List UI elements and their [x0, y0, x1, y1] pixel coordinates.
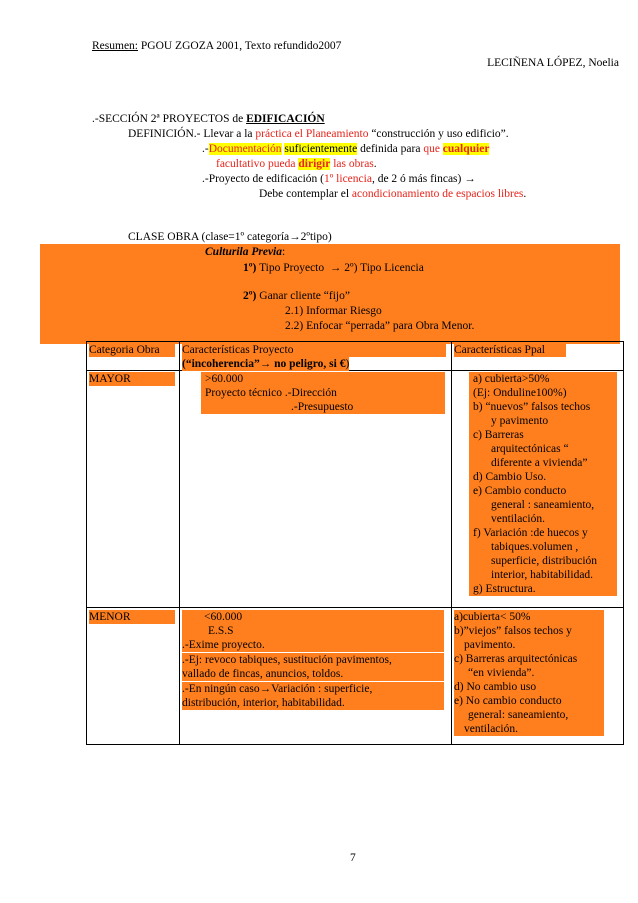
- mayor-characteristics-list: [469, 372, 617, 596]
- mayor-category: MAYOR: [89, 372, 175, 386]
- list-item: c) Barreras: [469, 428, 617, 442]
- list-item: diferente a vivienda”: [469, 456, 617, 470]
- list-item: g) Estructura.: [469, 582, 617, 596]
- facultativo-line: facultativo pueda dirigir las obras.: [216, 158, 377, 170]
- resumen-label: Resumen:: [92, 40, 138, 52]
- list-item: interior, habitabilidad.: [469, 568, 617, 582]
- page-number: 7: [350, 852, 356, 864]
- list-item: y pavimento: [469, 414, 617, 428]
- arrow-right-icon: →: [464, 173, 476, 185]
- menor-p4: .-Ej: revoco tabiques, sustitución pavimentos,: [182, 653, 444, 667]
- header-categoria: Categoria Obra: [89, 343, 175, 357]
- list-item: e) No cambio conducto: [454, 694, 604, 708]
- arrow-right-icon: →: [259, 358, 272, 370]
- menor-p2: E.S.S: [182, 624, 444, 638]
- section-title-strong: EDIFICACIÓN: [246, 113, 325, 125]
- proyecto-edificacion-line: .-Proyecto de edificación (1º licencia, de 2 ó más fincas) →: [202, 173, 476, 185]
- mayor-p2: Proyecto técnico .-Dirección: [201, 386, 445, 400]
- list-item: ventilación.: [469, 512, 617, 526]
- definition-line: DEFINICIÓN.- Llevar a la práctica el Planeamiento “construcción y uso edificio”.: [128, 128, 509, 140]
- menor-p7: distribución, interior, habitabilidad.: [182, 696, 444, 710]
- list-item: c) Barreras arquitectónicas: [454, 652, 604, 666]
- list-item: ventilación.: [454, 722, 604, 736]
- header-caracteristicas-proyecto: Características Proyecto: [182, 343, 446, 357]
- list-item: arquitectónicas “: [469, 442, 617, 456]
- arrow-right-icon: →: [289, 231, 301, 243]
- header-caracteristicas-ppal: Características Ppal: [454, 343, 566, 357]
- mayor-p1: >60.000: [201, 372, 445, 386]
- menor-p3: .-Exime proyecto.: [182, 638, 444, 652]
- list-item: b)”viejos” falsos techos y: [454, 624, 604, 638]
- document-title: PGOU ZGOZA 2001, Texto refundido2007: [140, 40, 342, 52]
- mayor-p3: .-Presupuesto: [201, 400, 445, 414]
- list-item: e) Cambio conducto: [469, 484, 617, 498]
- menor-p5: vallado de fincas, anuncios, toldos.: [182, 667, 444, 681]
- informar-line: 2.1) Informar Riesgo: [285, 305, 382, 317]
- culturila-title: Culturila Previa:: [205, 246, 286, 258]
- list-item: pavimento.: [454, 638, 604, 652]
- ganar-line: 2º) Ganar cliente “fijo”: [243, 290, 350, 302]
- list-item: a) cubierta>50%: [469, 372, 617, 386]
- list-item: a)cubierta< 50%: [454, 610, 604, 624]
- list-item: tabiques.volumen ,: [469, 540, 617, 554]
- list-item: (Ej: Onduline100%): [469, 386, 617, 400]
- section-title: .-SECCIÓN 2ª PROYECTOS de EDIFICACIÓN: [92, 113, 325, 125]
- list-item: b) “nuevos” falsos techos: [469, 400, 617, 414]
- menor-characteristics-list: [454, 610, 604, 736]
- clase-obra-line: CLASE OBRA (clase=1º categoría→2ºtipo): [128, 231, 332, 243]
- list-item: d) Cambio Uso.: [469, 470, 617, 484]
- list-item: general : saneamiento,: [469, 498, 617, 512]
- list-item: superficie, distribución: [469, 554, 617, 568]
- list-item: general: saneamiento,: [454, 708, 604, 722]
- list-item: f) Variación :de huecos y: [469, 526, 617, 540]
- obra-table: [86, 341, 624, 745]
- list-item: “en vivienda”.: [454, 666, 604, 680]
- doc-header: [92, 39, 341, 53]
- arrow-right-icon: →: [329, 262, 342, 274]
- author-name: LECIÑENA LÓPEZ, Noelia: [487, 57, 619, 69]
- tipo-line: 1º) Tipo Proyecto → 2º) Tipo Licencia: [243, 262, 424, 274]
- arrow-right-icon: →: [259, 683, 272, 695]
- debe-contemplar-line: Debe contemplar el acondicionamiento de espacios libres.: [259, 188, 527, 200]
- header-incoherencia: (“incoherencia”→ no peligro, si €): [182, 358, 350, 370]
- documentation-line: .-Documentación suficientemente definida para que cualquier: [202, 143, 490, 155]
- menor-p6: .-En ningún caso→Variación : superficie,: [182, 682, 444, 696]
- enfocar-line: 2.2) Enfocar “perrada” para Obra Menor.: [285, 320, 475, 332]
- menor-p1: <60.000: [182, 610, 444, 624]
- menor-category: MENOR: [89, 610, 175, 624]
- list-item: d) No cambio uso: [454, 680, 604, 694]
